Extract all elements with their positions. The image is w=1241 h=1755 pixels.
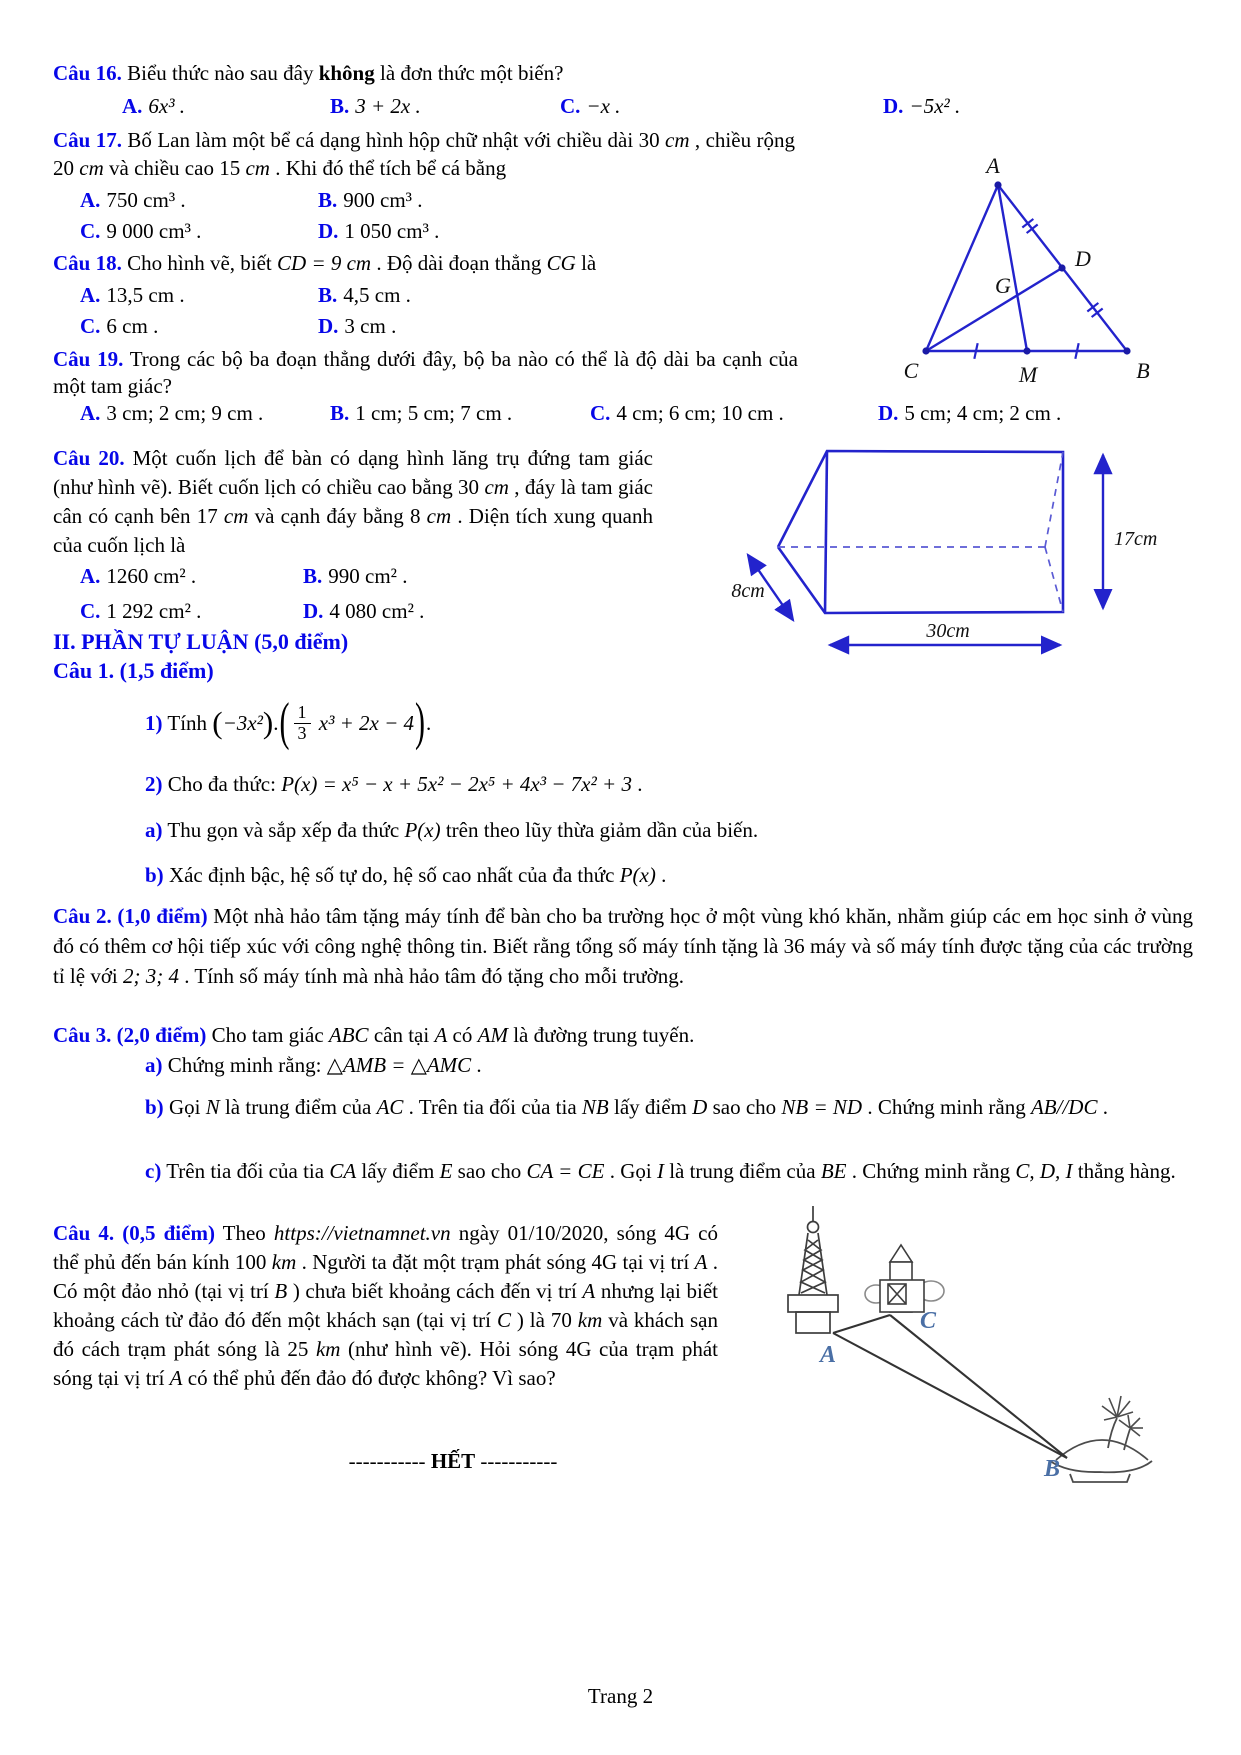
prism-figure xyxy=(690,393,1180,668)
paren-close: ) xyxy=(262,705,274,740)
text-run: CD = 9 cm xyxy=(277,251,372,275)
text-run: lấy điểm xyxy=(608,1095,693,1119)
option-letter: D. xyxy=(878,401,899,425)
text-run: HẾT xyxy=(430,1449,476,1473)
question-17 xyxy=(53,126,795,182)
option-value: 6 cm . xyxy=(106,314,159,338)
option-letter: A. xyxy=(122,94,143,118)
option-value: 9 000 cm³ . xyxy=(106,219,202,243)
vertex-dots xyxy=(922,181,1130,354)
label-C: C xyxy=(903,358,919,383)
option-B xyxy=(318,188,422,213)
option-letter: B. xyxy=(318,283,338,307)
text-run: CG xyxy=(546,251,576,275)
cau3-a xyxy=(145,1053,482,1078)
question-label: a) xyxy=(145,818,163,842)
hotel-icon xyxy=(865,1245,944,1312)
question-label: 2) xyxy=(145,772,163,796)
text-run: (như hình vẽ). Hỏi sóng 4G của trạm phát sóng tại vị trí xyxy=(53,1337,718,1390)
cau1-b xyxy=(145,863,666,888)
math-expr: x³ + 2x − 4 xyxy=(313,710,415,735)
prism-solid-edges xyxy=(778,451,1063,613)
text-run: C xyxy=(496,1308,511,1332)
cau3-heading xyxy=(53,1023,694,1048)
question-label: a) xyxy=(145,1053,163,1077)
option-B xyxy=(303,564,407,589)
question-label: Câu 4. (0,5 điểm) xyxy=(53,1221,215,1245)
option-C xyxy=(80,219,201,244)
label-B: B xyxy=(1043,1456,1061,1482)
text-run: . Người ta đặt một trạm phát sóng 4G tại vị trí xyxy=(296,1250,695,1274)
text-run: km xyxy=(577,1308,603,1332)
option-letter: D. xyxy=(883,94,904,118)
option-value: 1 292 cm² . xyxy=(106,599,202,623)
option-value: 990 cm² . xyxy=(328,564,408,588)
question-18 xyxy=(53,251,596,276)
text-run: AM xyxy=(477,1023,508,1047)
option-C xyxy=(560,94,620,119)
text-run: P(x) xyxy=(619,863,656,887)
option-value: −5x² . xyxy=(909,94,961,118)
text-run: Thu gọn và sắp xếp đa thức xyxy=(162,818,405,842)
label-C: C xyxy=(919,1308,937,1334)
cau4-paragraph xyxy=(53,1219,718,1393)
text-run: . Chứng minh rằng xyxy=(862,1095,1031,1119)
text-run: P(x) = x⁵ − x + 5x² − 2x⁵ + 4x³ − 7x² + 3 xyxy=(281,772,632,796)
text-run: là xyxy=(575,251,597,275)
label-D: D xyxy=(1075,246,1091,271)
option-value: 13,5 cm . xyxy=(106,283,185,307)
text-run: cm xyxy=(79,156,104,180)
text-run: 2; 3; 4 xyxy=(123,964,180,988)
text-run: . Độ dài đoạn thẳng xyxy=(371,251,547,275)
option-value: 4 cm; 6 cm; 10 cm . xyxy=(616,401,784,425)
text-run: C, D, I xyxy=(1015,1159,1073,1183)
text-run: △AMB = △AMC xyxy=(326,1053,472,1077)
text-run: I xyxy=(656,1159,664,1183)
text-run: và cạnh đáy bằng 8 xyxy=(248,504,427,528)
option-letter: A. xyxy=(80,283,101,307)
text-run: . Khi đó thể tích bể cá bằng xyxy=(269,156,507,180)
text-run: ngày 01/10/2020, sóng 4G có thể phủ đến bán kính 100 xyxy=(53,1221,718,1274)
label-A: A xyxy=(819,1342,837,1368)
math-expr: −3x² xyxy=(222,710,263,735)
question-label: Câu 3. (2,0 điểm) xyxy=(53,1023,207,1047)
option-B xyxy=(330,401,512,426)
option-C xyxy=(80,599,201,624)
option-value: 6x³ . xyxy=(148,94,186,118)
text-run: thẳng hàng. xyxy=(1072,1159,1176,1183)
text-run: . xyxy=(426,710,432,735)
option-letter: B. xyxy=(303,564,323,588)
radio-tower-icon xyxy=(788,1206,838,1333)
option-letter: C. xyxy=(80,219,101,243)
text-run: ABC xyxy=(328,1023,369,1047)
prism-hidden-edges xyxy=(778,452,1063,612)
paren-open: ( xyxy=(212,705,223,740)
text-run: Một cuốn lịch để bàn có dạng hình lăng trụ đứng tam giác (như hình vẽ). Biết cuốn lịch có chiều cao bằng 30 xyxy=(53,446,653,499)
question-label: Câu 17. xyxy=(53,128,123,152)
question-label: Câu 20. xyxy=(53,446,125,470)
text-run: P(x) xyxy=(404,818,441,842)
text-run: nhưng lại biết khoảng cách từ đảo đó đến một khách sạn (tại vị trí xyxy=(53,1279,718,1332)
text-run: km xyxy=(315,1337,341,1361)
question-label: Câu 18. xyxy=(53,251,122,275)
option-letter: B. xyxy=(330,94,350,118)
text-run: A xyxy=(694,1250,708,1274)
dimension-arrows xyxy=(748,455,1103,645)
end-marker xyxy=(348,1449,558,1474)
text-run: Theo xyxy=(214,1221,274,1245)
fraction xyxy=(294,703,311,744)
text-run: Xác định bậc, hệ số tự do, hệ số cao nhất của đa thức xyxy=(163,863,620,887)
option-value: 900 cm³ . xyxy=(343,188,423,212)
option-letter: B. xyxy=(318,188,338,212)
triangle-edges xyxy=(926,185,1127,351)
text-run: không xyxy=(318,61,375,85)
section-heading: II. PHẦN TỰ LUẬN (5,0 điểm) xyxy=(53,629,349,654)
question-20 xyxy=(53,444,653,560)
text-run: ----------- xyxy=(348,1449,431,1473)
option-D xyxy=(318,314,396,339)
text-run: CA xyxy=(329,1159,357,1183)
text-run: A xyxy=(434,1023,448,1047)
text-run: cm xyxy=(665,128,690,152)
triangle-figure xyxy=(795,135,1170,390)
cau3-b xyxy=(53,1093,1193,1121)
text-run: cm xyxy=(426,504,452,528)
option-A xyxy=(80,401,263,426)
cau1-item-2 xyxy=(145,772,642,797)
text-run: AB//DC xyxy=(1030,1095,1098,1119)
text-run: ) là 70 xyxy=(510,1308,578,1332)
text-run: là đường trung tuyến. xyxy=(507,1023,695,1047)
text-run: cm xyxy=(223,504,249,528)
text-run: Trên tia đối của tia xyxy=(161,1159,330,1183)
text-run: cân tại xyxy=(368,1023,435,1047)
island-icon xyxy=(1050,1396,1152,1482)
text-run: A xyxy=(169,1366,183,1390)
text-run: , đáy là tam giác cân có cạnh bên 17 xyxy=(53,475,653,528)
text-run: . Tính số máy tính mà nhà hảo tâm đó tặng cho mỗi trường. xyxy=(179,964,685,988)
label-B: B xyxy=(1136,358,1150,383)
text-run: và chiều cao 15 xyxy=(103,156,246,180)
cau2-paragraph xyxy=(53,901,1193,991)
option-value: 1 cm; 5 cm; 7 cm . xyxy=(355,401,513,425)
option-B xyxy=(330,94,421,119)
question-label: b) xyxy=(145,1095,164,1119)
text-run: Bố Lan làm một bể cá dạng hình hộp chữ nhật với chiều dài 30 xyxy=(122,128,666,152)
text-run: AC xyxy=(376,1095,404,1119)
option-value: 4 080 cm² . xyxy=(329,599,425,623)
cau1-heading: Câu 1. (1,5 điểm) xyxy=(53,658,214,683)
scene-figure xyxy=(700,1190,1241,1500)
text-run: . Chứng minh rằng xyxy=(846,1159,1016,1183)
text-run: Trong các bộ ba đoạn thẳng dưới đây, bộ ba nào có thể là độ dài ba cạnh của một tam giác? xyxy=(53,347,798,398)
option-B xyxy=(318,283,411,308)
question-label: b) xyxy=(145,863,164,887)
text-run: Cho đa thức: xyxy=(162,772,282,796)
text-run: ----------- xyxy=(475,1449,558,1473)
option-letter: D. xyxy=(318,314,339,338)
text-run: Cho hình vẽ, biết xyxy=(121,251,278,275)
paren-close-big: ) xyxy=(415,693,426,751)
text-run: là trung điểm của xyxy=(663,1159,821,1183)
text-run: . xyxy=(273,710,279,735)
option-value: 1 050 cm³ . xyxy=(344,219,440,243)
text-run: là đơn thức một biến? xyxy=(374,61,564,85)
text-run: và khách sạn đó cách trạm phát sóng là 25 xyxy=(53,1308,718,1361)
text-run: E xyxy=(439,1159,453,1183)
item-label: 1) xyxy=(145,710,163,735)
text-run: , chiều rộng 20 xyxy=(53,128,795,180)
text-run: A xyxy=(582,1279,596,1303)
option-D xyxy=(303,599,424,624)
text-run: Một nhà hảo tâm tặng máy tính để bàn cho ba trường học ở một vùng khó khăn, nhằm giúp các em học sinh ở vùng đó có thêm cơ hội tiếp xúc với công nghệ thông tin. Biết rằng tổng số máy tính tặng là 36 máy và số máy tính được tặng của các trường tỉ lệ với xyxy=(53,904,1193,988)
option-letter: A. xyxy=(80,401,101,425)
text-run: CA = CE xyxy=(526,1159,605,1183)
fraction-denominator: 3 xyxy=(297,722,307,743)
text-run: Cho tam giác xyxy=(206,1023,329,1047)
text-run: cm xyxy=(245,156,270,180)
option-A xyxy=(122,94,185,119)
text-run: . xyxy=(471,1053,482,1077)
text-run: cm xyxy=(484,475,509,499)
text-run: . Có một đảo nhỏ (tại vị trí xyxy=(53,1250,718,1303)
option-letter: A. xyxy=(80,188,101,212)
text-run: sao cho xyxy=(452,1159,527,1183)
option-D xyxy=(883,94,960,119)
text-run: . Gọi xyxy=(604,1159,657,1183)
label-G: G xyxy=(995,273,1011,298)
tick-marks xyxy=(974,219,1102,359)
question-19 xyxy=(53,346,798,400)
question-label: c) xyxy=(145,1159,162,1183)
text-run: N xyxy=(205,1095,220,1119)
cau1-a xyxy=(145,818,758,843)
fraction-numerator: 1 xyxy=(294,703,311,724)
question-label: Câu 19. xyxy=(53,347,124,371)
text-run: là trung điểm của xyxy=(219,1095,377,1119)
text-run: lấy điểm xyxy=(356,1159,440,1183)
text-run: . xyxy=(1097,1095,1108,1119)
option-value: 3 + 2x . xyxy=(355,94,421,118)
option-letter: B. xyxy=(330,401,350,425)
option-A xyxy=(80,188,186,213)
option-value: 1260 cm² . xyxy=(106,564,197,588)
option-D xyxy=(318,219,439,244)
text-run: Biểu thức nào sau đây xyxy=(121,61,319,85)
option-A xyxy=(80,564,196,589)
text-run: có thể phủ đến đảo đó được không? Vì sao? xyxy=(182,1366,556,1390)
edge-dimension-label: 8cm xyxy=(731,580,765,602)
text-run: NB = ND xyxy=(781,1095,863,1119)
text-run: trên theo lũy thừa giảm dần của biến. xyxy=(440,818,759,842)
option-letter: D. xyxy=(303,599,324,623)
cau3-c xyxy=(53,1158,1193,1185)
text-run: . Trên tia đối của tia xyxy=(403,1095,582,1119)
text-run: . xyxy=(655,863,667,887)
label-M: M xyxy=(1018,362,1038,387)
option-letter: C. xyxy=(560,94,581,118)
option-value: 750 cm³ . xyxy=(106,188,186,212)
question-label: Câu 2. (1,0 điểm) xyxy=(53,904,208,928)
option-value: 3 cm . xyxy=(344,314,397,338)
paren-open-big: ( xyxy=(279,693,290,751)
option-letter: C. xyxy=(590,401,611,425)
option-letter: D. xyxy=(318,219,339,243)
option-C xyxy=(80,314,158,339)
text-run: Gọi xyxy=(163,1095,206,1119)
text-run: . Diện tích xung quanh của cuốn lịch là xyxy=(53,504,653,557)
text-run: D xyxy=(692,1095,708,1119)
question-16 xyxy=(53,61,1203,86)
page-number: Trang 2 xyxy=(587,1684,654,1708)
option-value: −x . xyxy=(586,94,621,118)
option-value: 4,5 cm . xyxy=(343,283,411,307)
text-run: km xyxy=(271,1250,297,1274)
text-run: sao cho xyxy=(707,1095,782,1119)
option-letter: A. xyxy=(80,564,101,588)
text-run: ) chưa biết khoảng cách đến vị trí xyxy=(287,1279,583,1303)
option-value: 5 cm; 4 cm; 2 cm . xyxy=(904,401,1062,425)
question-label: Câu 16. xyxy=(53,61,122,85)
text-run: có xyxy=(447,1023,478,1047)
text-run: BE xyxy=(820,1159,847,1183)
option-value: 3 cm; 2 cm; 9 cm . xyxy=(106,401,264,425)
label-A: A xyxy=(986,153,1000,178)
height-dimension-label: 17cm xyxy=(1114,528,1158,550)
option-A xyxy=(80,283,185,308)
option-letter: C. xyxy=(80,314,101,338)
distance-lines xyxy=(833,1315,1067,1458)
text-run: B xyxy=(274,1279,288,1303)
text-run: Tính xyxy=(162,710,213,735)
length-dimension-label: 30cm xyxy=(926,620,970,642)
text-run: Chứng minh rằng: xyxy=(162,1053,327,1077)
text-run: https://vietnamnet.vn xyxy=(273,1221,451,1245)
option-letter: C. xyxy=(80,599,101,623)
cau1-item-1 xyxy=(145,692,431,754)
text-run: NB xyxy=(581,1095,609,1119)
text-run: . xyxy=(631,772,643,796)
